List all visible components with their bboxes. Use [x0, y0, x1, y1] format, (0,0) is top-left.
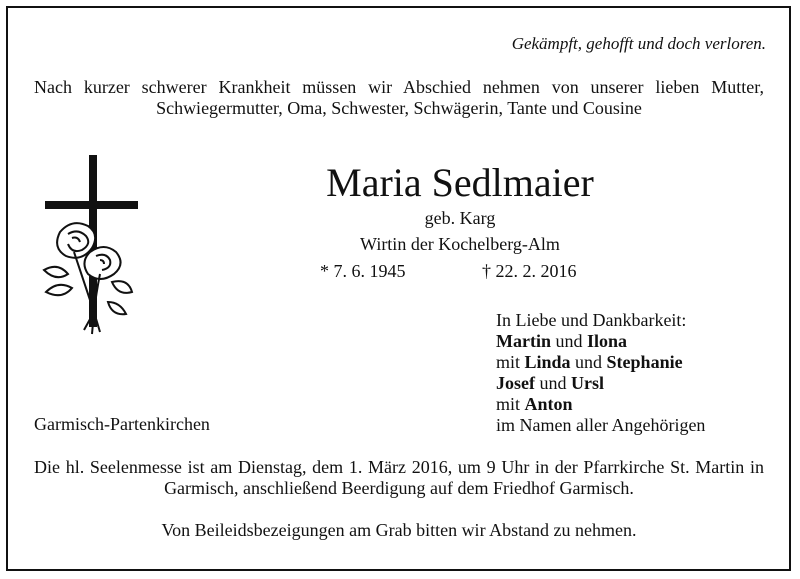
maiden-name: geb. Karg — [424, 208, 496, 228]
family-line: Josef und Ursl — [496, 373, 604, 393]
service-text: Die hl. Seelenmesse ist am Dienstag, dem 1. März 2016, um 9 Uhr in der Pfarrkirche St. Martin in Garmisch, anschließend Beerdigung auf dem Friedhof Garmisch. — [34, 457, 764, 498]
condolence-note: Von Beileidsbezeigungen am Grab bitten wir Abstand zu nehmen. — [161, 520, 637, 540]
cross-with-roses-icon — [38, 152, 138, 342]
birth-date: * 7. 6. 1945 — [320, 261, 406, 281]
family-block — [496, 310, 705, 436]
family-line: mit Anton — [496, 394, 573, 414]
intro-text: Nach kurzer schwerer Krankheit müssen wir Abschied nehmen von unserer lieben Mutter, Schwiegermutter, Oma, Schwester, Schwägerin, Tante und Cousine — [34, 77, 764, 118]
occupation: Wirtin der Kochelberg-Alm — [360, 234, 560, 254]
family-line: mit Linda und Stephanie — [496, 352, 683, 372]
place-name: Garmisch-Partenkirchen — [34, 414, 210, 434]
family-closing: im Namen aller Angehörigen — [496, 415, 706, 435]
motto-text: Gekämpft, gehofft und doch verloren. — [511, 34, 766, 53]
death-date: † 22. 2. 2016 — [482, 261, 577, 281]
family-line: Martin und Ilona — [496, 331, 628, 351]
family-heading: In Liebe und Dankbarkeit: — [496, 310, 687, 330]
deceased-name: Maria Sedlmaier — [326, 160, 594, 205]
